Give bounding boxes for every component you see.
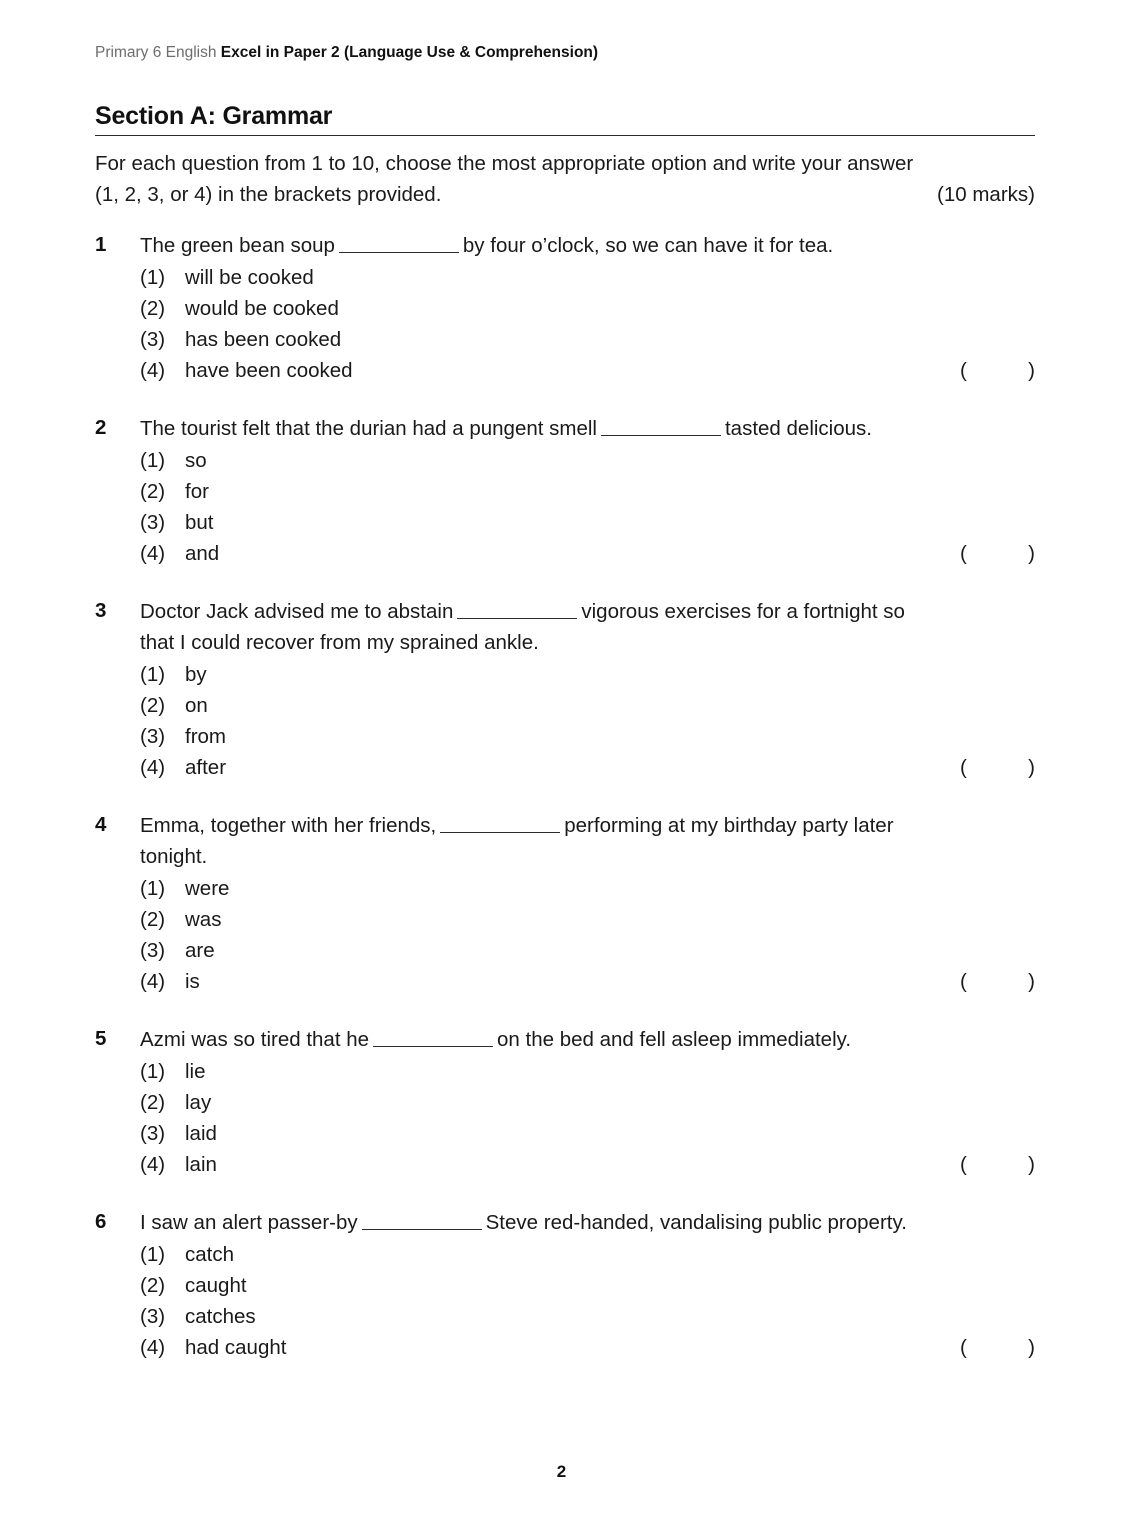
option-text: but [185, 511, 214, 534]
option-text: will be cooked [185, 266, 314, 289]
question-stem-before-blank: Azmi was so tired that he [140, 1028, 370, 1051]
option-marker: (2) [140, 694, 166, 717]
option-text: lay [185, 1091, 212, 1114]
answer-blank[interactable] [362, 1212, 482, 1230]
question-number: 4 [95, 813, 107, 836]
option-text: catch [185, 1243, 234, 1266]
option-text: for [185, 480, 209, 503]
question-stem-after-blank: vigorous exercises for a fortnight so [581, 600, 905, 623]
option-marker: (3) [140, 328, 166, 351]
answer-bracket[interactable] [960, 355, 1035, 386]
question-block [95, 230, 1035, 386]
option-text: on [185, 694, 208, 717]
question-block [95, 413, 1035, 569]
instructions-line-2-text: (1, 2, 3, or 4) in the brackets provided. [95, 183, 442, 206]
option-row[interactable] [140, 476, 1035, 507]
answer-bracket-close: ) [1028, 756, 1035, 779]
answer-bracket-open: ( [960, 542, 967, 565]
answer-blank[interactable] [457, 601, 577, 619]
question-stem-after-blank: on the bed and fell asleep immediately. [497, 1028, 852, 1051]
option-marker: (4) [140, 1336, 166, 1359]
answer-blank[interactable] [601, 418, 721, 436]
answer-blank[interactable] [339, 235, 459, 253]
question-stem-line-2: tonight. [140, 845, 208, 868]
question-stem-before-blank: Doctor Jack advised me to abstain [140, 600, 454, 623]
option-marker: (4) [140, 970, 166, 993]
option-text: and [185, 542, 220, 565]
question-stem-after-blank: Steve red-handed, vandalising public property. [485, 1211, 907, 1234]
question-block [95, 810, 1035, 997]
marks-label: (10 marks) [937, 183, 1035, 206]
question-stem-line-2: that I could recover from my sprained ankle. [140, 631, 539, 654]
question-stem-before-blank: The tourist felt that the durian had a pungent smell [140, 417, 597, 440]
option-row[interactable] [140, 690, 1035, 721]
option-marker: (2) [140, 1091, 166, 1114]
option-row[interactable] [140, 966, 1035, 997]
option-text: after [185, 756, 227, 779]
answer-bracket-open: ( [960, 1336, 967, 1359]
answer-bracket[interactable] [960, 966, 1035, 997]
question-stem-before-blank: Emma, together with her friends, [140, 814, 437, 837]
page-footer [0, 1462, 1123, 1482]
question-block [95, 1024, 1035, 1180]
option-text: is [185, 970, 200, 993]
answer-bracket-open: ( [960, 1153, 967, 1176]
option-list [140, 262, 1035, 386]
question-number: 6 [95, 1210, 107, 1233]
option-text: lain [185, 1153, 217, 1176]
answer-bracket[interactable] [960, 752, 1035, 783]
option-list [140, 1056, 1035, 1180]
option-row[interactable] [140, 721, 1035, 752]
option-row[interactable] [140, 538, 1035, 569]
question-block [95, 596, 1035, 783]
option-marker: (2) [140, 908, 166, 931]
answer-bracket-close: ) [1028, 970, 1035, 993]
instructions-block [95, 148, 1035, 210]
option-marker: (2) [140, 1274, 166, 1297]
question-stem [140, 230, 1035, 261]
option-text: have been cooked [185, 359, 353, 382]
option-marker: (4) [140, 542, 166, 565]
option-marker: (1) [140, 449, 166, 472]
option-row[interactable] [140, 355, 1035, 386]
option-row[interactable] [140, 293, 1035, 324]
answer-bracket-close: ) [1028, 1336, 1035, 1359]
option-text: by [185, 663, 207, 686]
answer-blank[interactable] [440, 815, 560, 833]
question-stem-after-blank: performing at my birthday party later [564, 814, 894, 837]
question-number: 1 [95, 233, 107, 256]
option-row[interactable] [140, 1239, 1035, 1270]
running-header-subject: Primary 6 English [95, 44, 217, 61]
option-text: laid [185, 1122, 217, 1145]
option-row[interactable] [140, 262, 1035, 293]
option-marker: (4) [140, 756, 166, 779]
option-marker: (4) [140, 1153, 166, 1176]
question-number: 5 [95, 1027, 107, 1050]
option-marker: (3) [140, 1122, 166, 1145]
answer-bracket-close: ) [1028, 1153, 1035, 1176]
option-marker: (3) [140, 511, 166, 534]
question-stem-before-blank: The green bean soup [140, 234, 335, 257]
option-row[interactable] [140, 1149, 1035, 1180]
option-text: catches [185, 1305, 256, 1328]
option-list [140, 873, 1035, 997]
option-text: was [185, 908, 222, 931]
question-stem [140, 810, 1035, 872]
option-text: are [185, 939, 215, 962]
answer-blank[interactable] [373, 1029, 493, 1047]
answer-bracket-open: ( [960, 756, 967, 779]
option-text: lie [185, 1060, 206, 1083]
instructions-line-1: For each question from 1 to 10, choose the most appropriate option and write your answer [95, 152, 914, 175]
section-divider [95, 135, 1035, 136]
question-number: 3 [95, 599, 107, 622]
question-number: 2 [95, 416, 107, 439]
option-marker: (1) [140, 877, 166, 900]
option-marker: (1) [140, 1060, 166, 1083]
option-row[interactable] [140, 752, 1035, 783]
option-text: would be cooked [185, 297, 339, 320]
question-block [95, 1207, 1035, 1363]
option-marker: (3) [140, 939, 166, 962]
option-row[interactable] [140, 324, 1035, 355]
answer-bracket[interactable] [960, 1332, 1035, 1363]
answer-bracket[interactable] [960, 538, 1035, 569]
option-row[interactable] [140, 873, 1035, 904]
option-text: had caught [185, 1336, 287, 1359]
option-list [140, 1239, 1035, 1363]
section-heading [95, 102, 1035, 136]
option-marker: (4) [140, 359, 166, 382]
option-text: caught [185, 1274, 247, 1297]
option-row[interactable] [140, 1301, 1035, 1332]
option-list [140, 659, 1035, 783]
section-title: Section A: Grammar [95, 102, 333, 130]
question-stem-after-blank: by four o’clock, so we can have it for tea. [462, 234, 834, 257]
option-marker: (2) [140, 480, 166, 503]
option-text: has been cooked [185, 328, 342, 351]
answer-bracket-close: ) [1028, 359, 1035, 382]
option-row[interactable] [140, 935, 1035, 966]
option-row[interactable] [140, 659, 1035, 690]
option-row[interactable] [140, 1087, 1035, 1118]
question-stem [140, 1207, 1035, 1238]
running-header [95, 44, 598, 63]
answer-bracket[interactable] [960, 1149, 1035, 1180]
running-header-book-title: Excel in Paper 2 (Language Use & Comprehension) [220, 44, 599, 61]
option-row[interactable] [140, 1332, 1035, 1363]
option-row[interactable] [140, 904, 1035, 935]
option-marker: (3) [140, 725, 166, 748]
question-stem-after-blank: tasted delicious. [724, 417, 872, 440]
question-stem [140, 596, 1035, 658]
option-row[interactable] [140, 445, 1035, 476]
answer-bracket-open: ( [960, 970, 967, 993]
option-row[interactable] [140, 507, 1035, 538]
option-row[interactable] [140, 1056, 1035, 1087]
questions-list [95, 230, 1035, 1390]
option-marker: (1) [140, 266, 166, 289]
question-stem [140, 1024, 1035, 1055]
option-row[interactable] [140, 1118, 1035, 1149]
option-marker: (3) [140, 1305, 166, 1328]
option-marker: (2) [140, 297, 166, 320]
option-marker: (1) [140, 663, 166, 686]
option-text: from [185, 725, 226, 748]
question-stem [140, 413, 1035, 444]
answer-bracket-close: ) [1028, 542, 1035, 565]
answer-bracket-open: ( [960, 359, 967, 382]
page-number: 2 [556, 1462, 567, 1481]
option-text: so [185, 449, 207, 472]
instructions-line-2 [95, 179, 1035, 210]
option-text: were [185, 877, 230, 900]
option-marker: (1) [140, 1243, 166, 1266]
option-list [140, 445, 1035, 569]
option-row[interactable] [140, 1270, 1035, 1301]
question-stem-before-blank: I saw an alert passer-by [140, 1211, 358, 1234]
